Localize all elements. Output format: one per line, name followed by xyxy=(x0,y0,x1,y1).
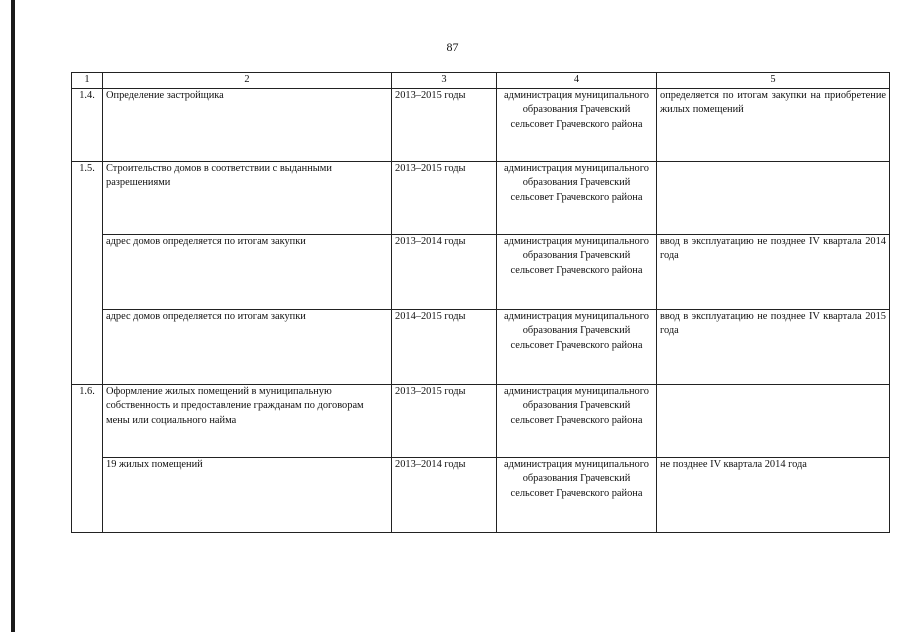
period-cell: 2013–2014 годы xyxy=(392,457,497,532)
item-number: 1.5. xyxy=(72,161,103,234)
measure-description: 19 жилых помещений xyxy=(103,457,392,532)
item-number xyxy=(72,309,103,384)
executor-cell: администрация муниципального образования Грачевский сельсовет Грачевского района xyxy=(497,457,657,532)
column-header: 1 xyxy=(72,73,103,89)
table-row xyxy=(72,161,890,234)
period-cell: 2014–2015 годы xyxy=(392,309,497,384)
scan-edge-line xyxy=(11,0,15,632)
item-number: 1.4. xyxy=(72,88,103,161)
result-cell xyxy=(657,161,890,234)
measure-description: Оформление жилых помещений в муниципальную собственность и предоставление гражданам по договорам мены или социального найма xyxy=(103,384,392,457)
executor-cell: администрация муниципального образования Грачевский сельсовет Грачевского района xyxy=(497,309,657,384)
item-number: 1.6. xyxy=(72,384,103,457)
result-cell: ввод в эксплуатацию не позднее IV квартала 2015 года xyxy=(657,309,890,384)
executor-cell: администрация муниципального образования Грачевский сельсовет Грачевского района xyxy=(497,384,657,457)
measure-description: адрес домов определяется по итогам закупки xyxy=(103,234,392,309)
period-cell: 2013–2014 годы xyxy=(392,234,497,309)
table-row xyxy=(72,88,890,161)
column-header: 2 xyxy=(103,73,392,89)
result-cell xyxy=(657,384,890,457)
page-number: 87 xyxy=(446,40,459,54)
result-cell: ввод в эксплуатацию не позднее IV квартала 2014 года xyxy=(657,234,890,309)
result-cell: не позднее IV квартала 2014 года xyxy=(657,457,890,532)
executor-cell: администрация муниципального образования Грачевский сельсовет Грачевского района xyxy=(497,234,657,309)
table-row xyxy=(72,457,890,532)
period-cell: 2013–2015 годы xyxy=(392,161,497,234)
measure-description: адрес домов определяется по итогам закупки xyxy=(103,309,392,384)
period-cell: 2013–2015 годы xyxy=(392,384,497,457)
executor-cell: администрация муниципального образования Грачевский сельсовет Грачевского района xyxy=(497,161,657,234)
table-row xyxy=(72,309,890,384)
item-number xyxy=(72,234,103,309)
table-row xyxy=(72,234,890,309)
table-row xyxy=(72,384,890,457)
column-header: 4 xyxy=(497,73,657,89)
period-cell: 2013–2015 годы xyxy=(392,88,497,161)
measure-description: Определение застройщика xyxy=(103,88,392,161)
result-cell: определяется по итогам закупки на приобретение жилых помещений xyxy=(657,88,890,161)
column-header: 3 xyxy=(392,73,497,89)
executor-cell: администрация муниципального образования Грачевский сельсовет Грачевского района xyxy=(497,88,657,161)
program-measures-table xyxy=(71,72,890,533)
measure-description: Строительство домов в соответствии с выданными разрешениями xyxy=(103,161,392,234)
column-header: 5 xyxy=(657,73,890,89)
table-header-row xyxy=(72,73,890,89)
item-number xyxy=(72,457,103,532)
